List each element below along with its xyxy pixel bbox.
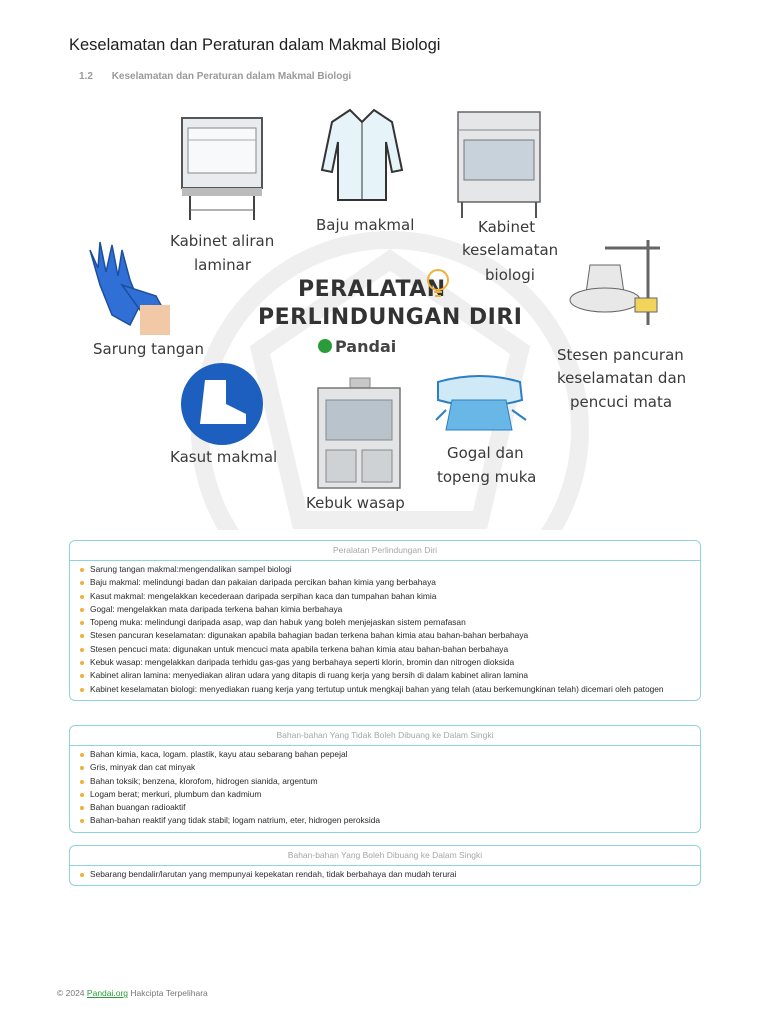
list-item: Topeng muka: melindungi daripada asap, wap dan habuk yang boleh menjejaskan sistem pernafasan (78, 616, 692, 629)
list-item: Kasut makmal: mengelakkan kecederaan daripada serpihan kaca dan tumpahan bahan kimia (78, 590, 692, 603)
section-number: 1.2 (79, 71, 93, 82)
brand-text: Pandai (335, 337, 397, 356)
copyright-text: © 2024 (57, 988, 85, 998)
section-title: Keselamatan dan Peraturan dalam Makmal Biologi (111, 71, 352, 82)
pandai-link[interactable]: Pandai.org (86, 988, 129, 998)
label-shower-1: Stesen pancuran (557, 346, 684, 364)
ppe-box-title: Peralatan Perlindungan Diri (70, 541, 700, 561)
label-bio-1: Kabinet (478, 218, 536, 236)
list-item: Bahan-bahan reaktif yang tidak stabil; logam natrium, eter, hidrogen peroksida (78, 814, 692, 827)
label-goggles-2: topeng muka (437, 468, 537, 486)
list-item: Sarung tangan makmal:mengendalikan sampel biologi (78, 563, 692, 576)
list-item: Gris, minyak dan cat minyak (78, 761, 692, 774)
boot-sign-icon (181, 363, 263, 445)
sink-ok-list (78, 868, 692, 881)
laminar-cabinet-image (182, 118, 262, 220)
label-gloves: Sarung tangan (93, 340, 204, 358)
safety-shower-image (570, 240, 660, 325)
list-item: Bahan buangan radioaktif (78, 801, 692, 814)
label-coat: Baju makmal (316, 216, 415, 234)
list-item: Sebarang bendalir/larutan yang mempunyai kepekatan rendah, tidak berbahaya dan mudah terurai (78, 868, 692, 881)
infographic-heading-2: PERLINDUNGAN DIRI (258, 305, 523, 330)
no-sink-list (78, 748, 692, 828)
label-laminar-1: Kabinet aliran (170, 232, 275, 250)
list-item: Baju makmal: melindungi badan dan pakaian daripada percikan bahan kimia yang berbahaya (78, 576, 692, 589)
ppe-list (78, 563, 692, 696)
lab-coat-image (322, 110, 402, 200)
label-goggles-1: Gogal dan (447, 444, 524, 462)
goggles-mask-image (436, 376, 526, 430)
list-item: Stesen pancuran keselamatan: digunakan apabila bahagian badan terkena bahan kimia atau bahan-bahan berbahaya (78, 629, 692, 642)
list-item: Stesen pencuci mata: digunakan untuk mencuci mata apabila terkena bahan kimia atau bahan-bahan berbahaya (78, 643, 692, 656)
sink-ok-box-title: Bahan-bahan Yang Boleh Dibuang ke Dalam Singki (70, 846, 700, 866)
infographic-heading-1: PERALATAN (298, 277, 446, 302)
footer (57, 988, 208, 998)
list-item: Bahan toksik; benzena, klorofom, hidrogen sianida, argentum (78, 775, 692, 788)
pandai-logo-icon (318, 339, 332, 353)
sink-ok-box (69, 845, 701, 886)
no-sink-box (69, 725, 701, 833)
list-item: Kabinet aliran lamina: menyediakan aliran udara yang ditapis di ruang kerja yang bersih di dalam kabinet aliran lamina (78, 669, 692, 682)
label-hood: Kebuk wasap (306, 494, 405, 512)
fume-hood-image (318, 378, 400, 488)
label-laminar-2: laminar (194, 256, 252, 274)
label-shower-2: keselamatan dan (557, 369, 687, 387)
rights-text: Hakcipta Terpelihara (130, 988, 208, 998)
section-heading (79, 71, 351, 82)
biosafety-cabinet-image (458, 112, 540, 218)
no-sink-box-title: Bahan-bahan Yang Tidak Boleh Dibuang ke Dalam Singki (70, 726, 700, 746)
label-bio-3: biologi (485, 266, 535, 284)
list-item: Kabinet keselamatan biologi: menyediakan ruang kerja yang tertutup untuk mengkaji bahan yang telah (atau berkemungkinan telah) dicemari oleh patogen (78, 683, 692, 696)
list-item: Bahan kimia, kaca, logam. plastik, kayu atau sebarang bahan pepejal (78, 748, 692, 761)
label-shoes: Kasut makmal (170, 448, 278, 466)
label-shower-3: pencuci mata (570, 393, 673, 411)
gloves-image (90, 242, 170, 335)
list-item: Gogal: mengelakkan mata daripada terkena bahan kimia berbahaya (78, 603, 692, 616)
ppe-box (69, 540, 701, 701)
page-title: Keselamatan dan Peraturan dalam Makmal Biologi (69, 36, 441, 54)
list-item: Logam berat; merkuri, plumbum dan kadmium (78, 788, 692, 801)
ppe-infographic (60, 100, 710, 530)
label-bio-2: keselamatan (462, 241, 559, 259)
list-item: Kebuk wasap: mengelakkan daripada terhidu gas-gas yang berbahaya seperti klorin, bromin dan nitrogen dioksida (78, 656, 692, 669)
